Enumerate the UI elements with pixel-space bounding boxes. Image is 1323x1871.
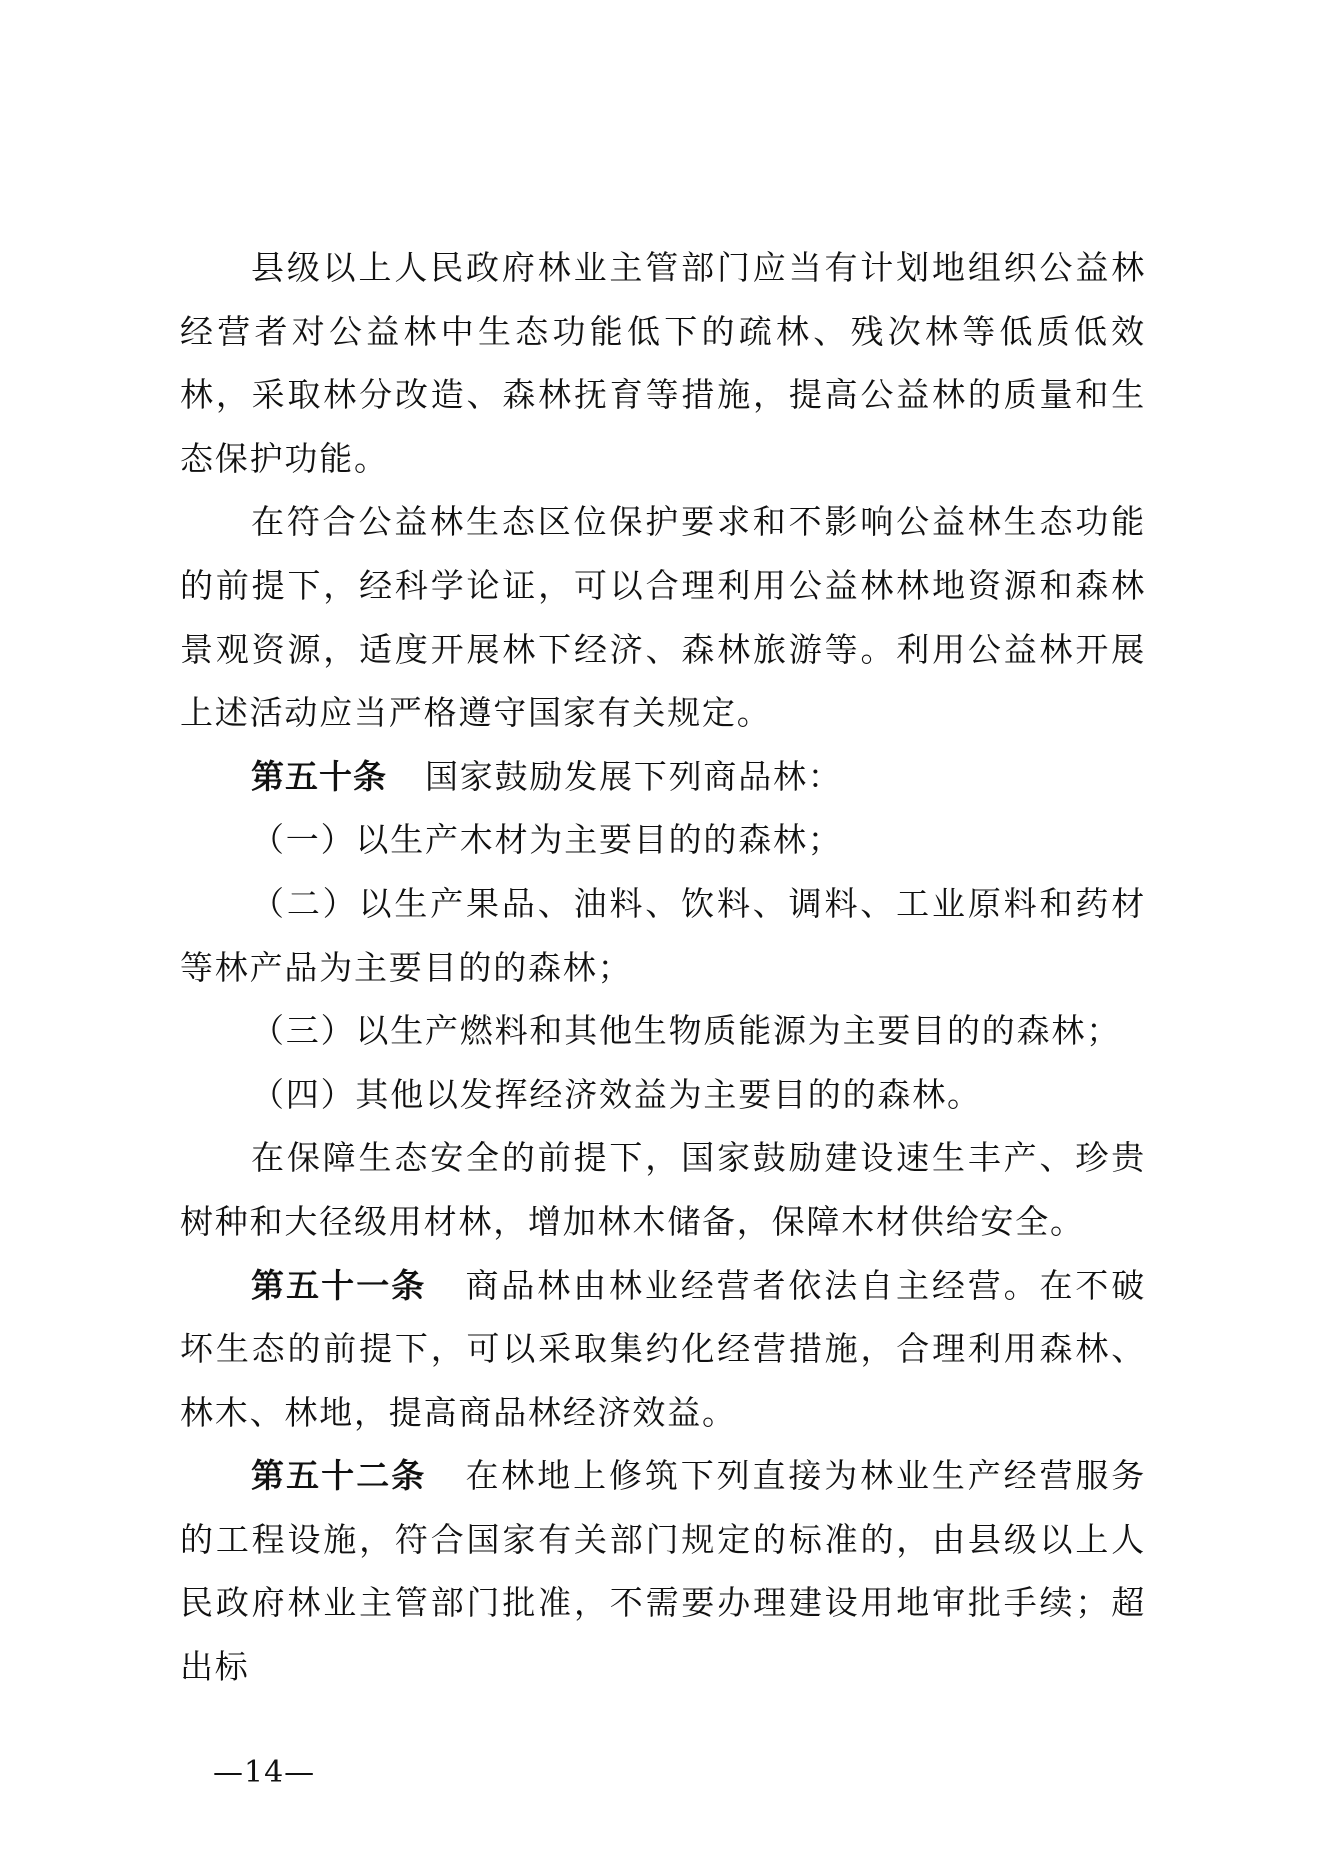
paragraph-forest-use: 在符合公益林生态区位保护要求和不影响公益林生态功能的前提下，经科学论证，可以合理利用公益林林地资源和森林景观资源，适度开展林下经济、森林旅游等。利用公益林开展上述活动应当严格遵守国家有关规定。	[180, 502, 1146, 733]
list-item-2: （二）以生产果品、油料、饮料、调料、工业原料和药材等林产品为主要目的的森林；	[180, 883, 1146, 987]
article-52-heading: 第五十二条	[251, 1456, 427, 1496]
article-51-heading: 第五十一条	[251, 1265, 427, 1305]
article-50-text: 国家鼓励发展下列商品林：	[425, 756, 843, 796]
article-50	[180, 745, 1146, 809]
paragraph-timber-reserve: 在保障生态安全的前提下，国家鼓励建设速生丰产、珍贵树种和大径级用材林，增加林木储备，保障木材供给安全。	[180, 1138, 1146, 1241]
page-number: —14—	[213, 1755, 316, 1790]
article-52	[180, 1444, 1146, 1698]
article-52-text: 在林地上修筑下列直接为林业生产经营服务的工程设施，符合国家有关部门规定的标准的，由县级以上人民政府林业主管部门批准，不需要办理建设用地审批手续；超出标	[180, 1456, 1146, 1687]
paragraph-forest-improvement: 县级以上人民政府林业主管部门应当有计划地组织公益林经营者对公益林中生态功能低下的疏林、残次林等低质低效林，采取林分改造、森林抚育等措施，提高公益林的质量和生态保护功能。	[180, 248, 1146, 478]
list-item-3: （三）以生产燃料和其他生物质能源为主要目的的森林；	[251, 1011, 1121, 1051]
list-item-1: （一）以生产木材为主要目的的森林；	[251, 820, 843, 860]
body-text	[180, 236, 1146, 1699]
article-50-heading: 第五十条	[251, 756, 387, 796]
article-51-text: 商品林由林业经营者依法自主经营。在不破坏生态的前提下，可以采取集约化经营措施，合理利用森林、林木、林地，提高商品林经济效益。	[180, 1265, 1146, 1432]
article-51	[180, 1254, 1146, 1445]
list-item-4: （四）其他以发挥经济效益为主要目的的森林。	[251, 1074, 982, 1114]
